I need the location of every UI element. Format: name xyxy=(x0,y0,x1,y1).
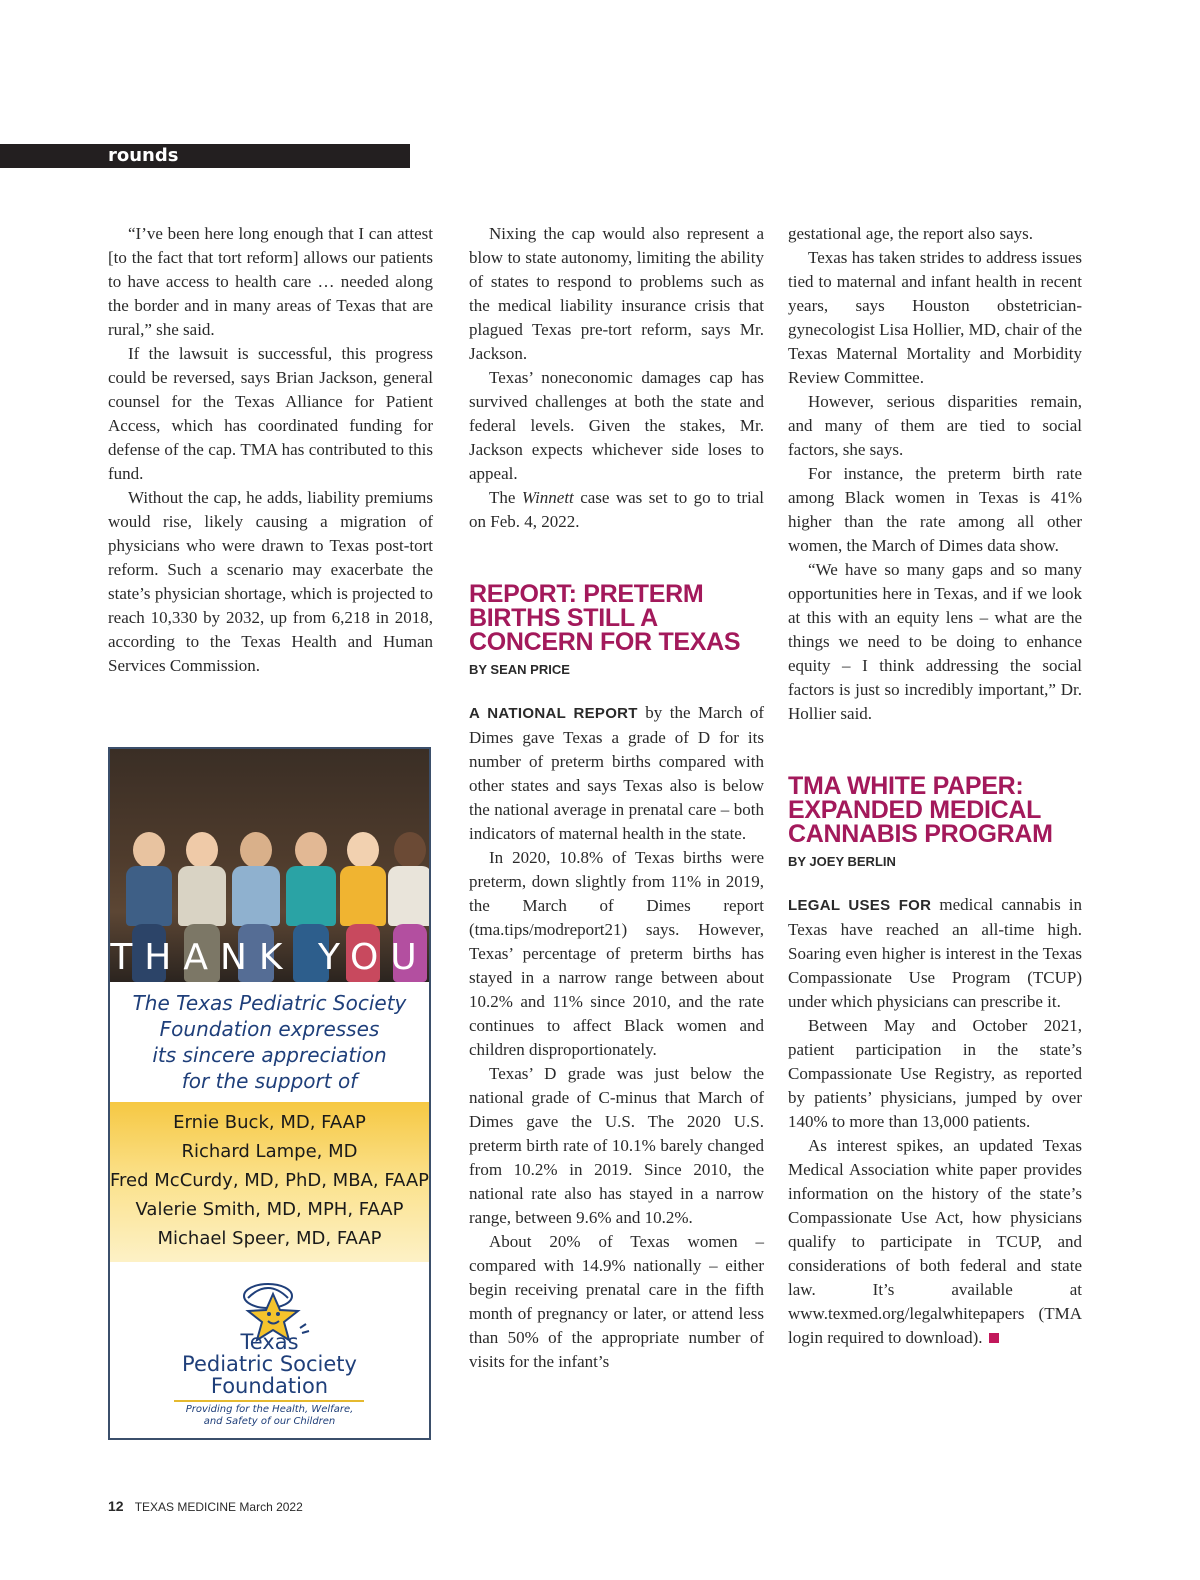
paragraph: gestational age, the report also says. xyxy=(788,224,1034,243)
supporter-name: Michael Speer, MD, FAAP xyxy=(157,1228,382,1249)
article-headline: TMA WHITE PAPER: EXPANDED MEDICAL CANNABIS PROGRAM xyxy=(788,772,1053,848)
column-1 xyxy=(108,222,433,678)
text-span: As interest spikes, an updated Texas Medical Association white paper provides information on the history of the state’s Compassionate Use Act, how physicians qualify to participate in TCUP, and considerations of both federal and state law. It’s available at www.texmed.org/legalwhitepapers (TMA login required to download). xyxy=(788,1136,1082,1347)
supporter-name: Valerie Smith, MD, MPH, FAAP xyxy=(135,1199,404,1220)
text-span: case was set to go to trial on Feb. 4, 2022. xyxy=(469,488,764,531)
supporter-name: Richard Lampe, MD xyxy=(181,1141,358,1162)
article-headline: REPORT: PRETERM BIRTHS STILL A CONCERN FOR TEXAS xyxy=(469,580,741,656)
publication-name: TEXAS MEDICINE xyxy=(134,1500,237,1514)
case-name: Winnett xyxy=(521,488,574,507)
paragraph xyxy=(469,701,764,846)
logo-divider xyxy=(174,1400,364,1402)
column-3 xyxy=(788,222,1082,1350)
paragraph xyxy=(788,893,1082,1014)
appreciation-line: Foundation expresses xyxy=(159,1017,380,1041)
logo-tagline xyxy=(110,1404,429,1428)
page-footer xyxy=(108,1498,303,1514)
tagline-line: Providing for the Health, Welfare, xyxy=(185,1404,354,1415)
article-byline: BY JOEY BERLIN xyxy=(788,854,896,869)
thank-you-advertisement xyxy=(108,747,431,1440)
foundation-logo-text xyxy=(110,1331,429,1397)
tagline-line: and Safety of our Children xyxy=(203,1416,336,1427)
supporter-name: Fred McCurdy, MD, PhD, MBA, FAAP xyxy=(110,1170,429,1191)
page-number: 12 xyxy=(108,1498,124,1514)
paragraph: Between May and October 2021, patient participation in the state’s Compassionate Use Registry, as reported by patients’ physicians, jumped by over 140% to more than 13,000 patients. xyxy=(788,1016,1082,1131)
paragraph: “We have so many gaps and so many opportunities here in Texas, and if we look at this with an equity lens – what are the things we need to be doing to enhance equity – I think addressing the social factors is just so incredibly important,” Dr. Hollier said. xyxy=(788,560,1082,723)
appreciation-line: The Texas Pediatric Society xyxy=(132,991,407,1015)
lead-in: A NATIONAL REPORT xyxy=(469,705,638,722)
logo-line: Texas xyxy=(240,1330,299,1354)
paragraph: Texas has taken strides to address issues tied to maternal and infant health in recent years, says Houston obstetrician-gynecologist Lisa Hollier, MD, chair of the Texas Maternal Mortality and Morbidity Review Committee. xyxy=(788,248,1082,387)
appreciation-line: its sincere appreciation xyxy=(152,1043,387,1067)
children-photo xyxy=(110,749,429,982)
text-span: medical cannabis in Texas have reached an all-time high. Soaring even higher is interest in the Texas Compassionate Use Program (TCUP) under which physicians can prescribe it. xyxy=(788,895,1082,1011)
supporter-names xyxy=(110,1102,429,1262)
issue-date: March 2022 xyxy=(239,1500,303,1514)
paragraph: In 2020, 10.8% of Texas births were preterm, down slightly from 11% in 2019, the March of Dimes report (tma.tips/modreport21) says. However, Texas’ percentage of preterm births has stayed in a narrow range between about 10.2% and 11% since 2010, and the rate continues to affect Black women and children disproportionately. xyxy=(469,848,764,1059)
paragraph: For instance, the preterm birth rate among Black women in Texas is 41% higher than the rate among all other women, the March of Dimes data show. xyxy=(788,464,1082,555)
logo-line: Foundation xyxy=(210,1374,329,1398)
paragraph: Without the cap, he adds, liability premiums would rise, likely causing a migration of physicians who were drawn to Texas post-tort reform. Such a scenario may exacerbate the state’s physician shortage, which is projected to reach 10,330 by 2032, up from 6,218 in 2018, according to the Texas Health and Human Services Commission. xyxy=(108,488,433,675)
paragraph xyxy=(788,1134,1082,1350)
column-2 xyxy=(469,222,764,1374)
appreciation-text xyxy=(110,990,429,1094)
section-label: rounds xyxy=(108,145,179,166)
text-span: The xyxy=(489,488,522,507)
logo-line: Pediatric Society xyxy=(182,1352,357,1376)
paragraph: Texas’ noneconomic damages cap has survived challenges at both the state and federal levels. Given the stakes, Mr. Jackson expects whichever side loses to appeal. xyxy=(469,368,764,483)
paragraph: However, serious disparities remain, and many of them are tied to social factors, she says. xyxy=(788,392,1082,459)
paragraph: About 20% of Texas women – compared with 14.9% nationally – either begin receiving prenatal care in the fifth month of pregnancy or later, or attend less than 50% of the appropriate number of visits for the infant’s xyxy=(469,1232,764,1371)
article-byline: BY SEAN PRICE xyxy=(469,662,570,677)
paragraph: Texas’ D grade was just below the national grade of C-minus that March of Dimes gave the U.S. The 2020 U.S. preterm birth rate of 10.1% barely changed from 10.2% in 2019. Since 2010, the national rate also has stayed in a narrow range, between 9.6% and 10.2%. xyxy=(469,1064,764,1227)
lead-in: LEGAL USES FOR xyxy=(788,897,932,914)
end-of-article-icon xyxy=(989,1333,999,1343)
paragraph: If the lawsuit is successful, this progress could be reversed, says Brian Jackson, general counsel for the Texas Alliance for Patient Access, which has coordinated funding for defense of the cap. TMA has contributed to this fund. xyxy=(108,344,433,483)
text-span: by the March of Dimes gave Texas a grade of D for its number of preterm births compared with other states and says Texas also is below the national average in prenatal care – both indicators of maternal health in the state. xyxy=(469,703,764,843)
paragraph xyxy=(469,486,764,534)
paragraph: Nixing the cap would also represent a blow to state autonomy, limiting the ability of states to respond to problems such as the medical liability insurance crisis that plagued Texas pre-tort reform, says Mr. Jackson. xyxy=(469,224,764,363)
paragraph: “I’ve been here long enough that I can attest [to the fact that tort reform] allows our patients to have access to health care … needed along the border and in many areas of Texas that are rural,” she said. xyxy=(108,224,433,339)
section-bar xyxy=(0,144,410,168)
foundation-logo xyxy=(110,1276,429,1436)
supporter-name: Ernie Buck, MD, FAAP xyxy=(173,1112,366,1133)
appreciation-line: for the support of xyxy=(181,1069,358,1093)
thank-you-heading: THANK YOU xyxy=(110,937,429,978)
